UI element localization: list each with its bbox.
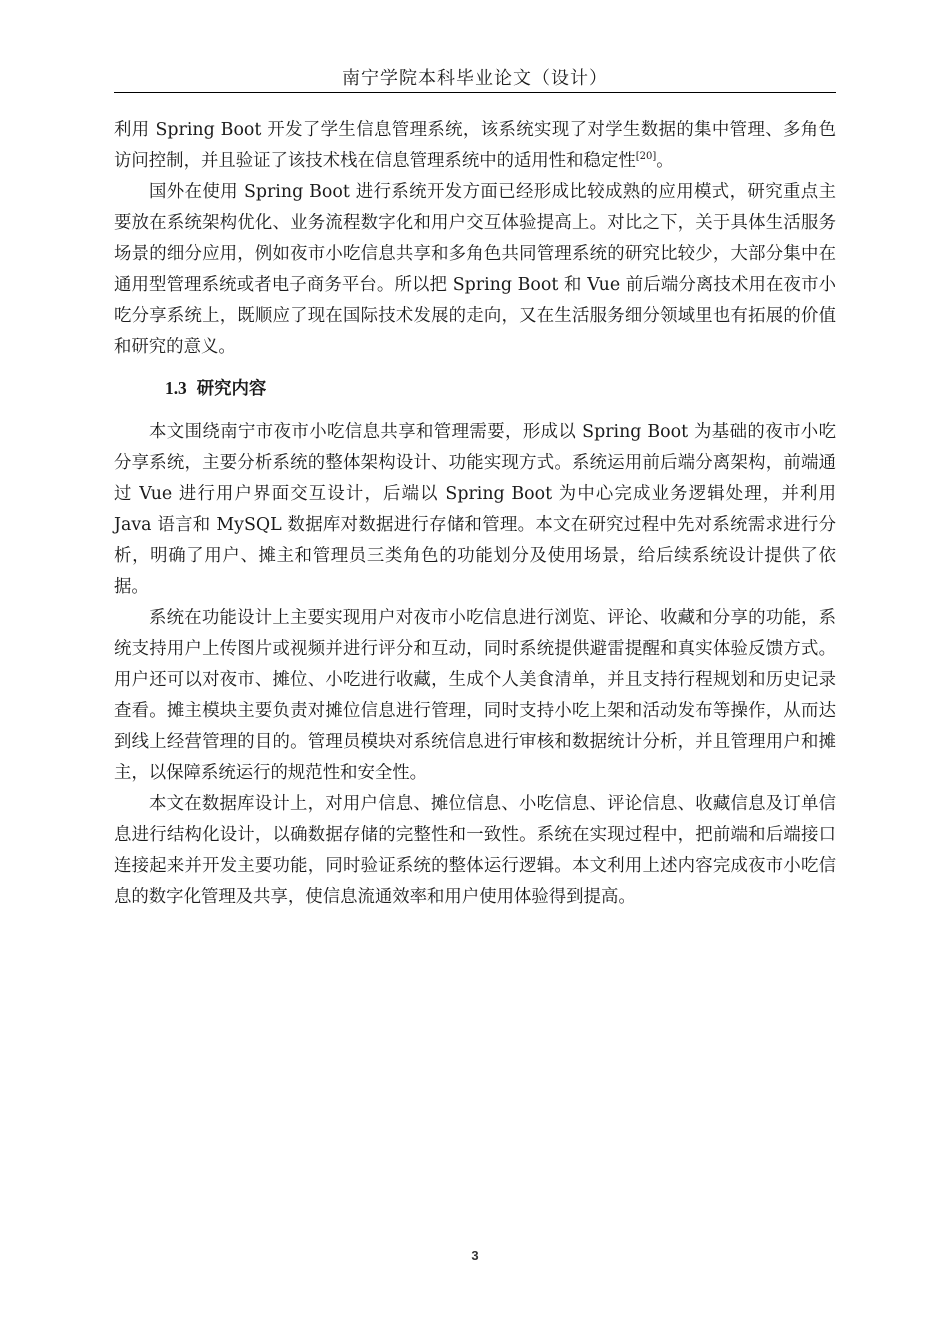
- header-title: 南宁学院本科毕业论文（设计）: [342, 68, 608, 89]
- paragraph: 本文在数据库设计上，对用户信息、摊位信息、小吃信息、评论信息、收藏信息及订单信息进行结构化设计，以确数据存储的完整性和一致性。系统在实现过程中，把前端和后端接口连接起来并开发主要功能，同时验证系统的整体运行逻辑。本文利用上述内容完成夜市小吃信息的数字化管理及共享，使信息流通效率和用户使用体验得到提高。: [114, 794, 836, 907]
- paragraph-tail: 。: [656, 151, 674, 171]
- paragraph: 本文围绕南宁市夜市小吃信息共享和管理需要，形成以 Spring Boot 为基础的夜市小吃分享系统，主要分析系统的整体架构设计、功能实现方式。系统运用前后端分离架构，前端通过 Vue 进行用户界面交互设计，后端以 Spring Boot 为中心完成业务逻辑处理，并利用 Java 语言和 MySQL 数据库对数据进行存储和管理。本文在研究过程中先对系统需求进行分析，明确了用户、摊主和管理员三类角色的功能划分及使用场景，给后续系统设计提供了依据。: [114, 422, 836, 597]
- paragraph-continued: [114, 115, 836, 177]
- section-number: 1.3: [165, 378, 187, 398]
- page-number: 3: [471, 1248, 479, 1263]
- citation-ref[interactable]: [20]: [635, 151, 657, 162]
- paragraph-text: 利用 Spring Boot 开发了学生信息管理系统，该系统实现了对学生数据的集中管理、多角色访问控制，并且验证了该技术栈在信息管理系统中的适用性和稳定性: [114, 120, 836, 171]
- document-body: [114, 115, 836, 913]
- section-title: 研究内容: [196, 378, 267, 398]
- paragraph: 系统在功能设计上主要实现用户对夜市小吃信息进行浏览、评论、收藏和分享的功能，系统支持用户上传图片或视频并进行评分和互动，同时系统提供避雷提醒和真实体验反馈方式。用户还可以对夜市、摊位、小吃进行收藏，生成个人美食清单，并且支持行程规划和历史记录查看。摊主模块主要负责对摊位信息进行管理，同时支持小吃上架和活动发布等操作，从而达到线上经营管理的目的。管理员模块对系统信息进行审核和数据统计分析，并且管理用户和摊主，以保障系统运行的规范性和安全性。: [114, 608, 836, 783]
- section-heading: [114, 373, 836, 404]
- page-header: [114, 66, 836, 93]
- paragraph: 国外在使用 Spring Boot 进行系统开发方面已经形成比较成熟的应用模式，研究重点主要放在系统架构优化、业务流程数字化和用户交互体验提高上。对比之下，关于具体生活服务场景的细分应用，例如夜市小吃信息共享和多角色共同管理系统的研究比较少，大部分集中在通用型管理系统或者电子商务平台。所以把 Spring Boot 和 Vue 前后端分离技术用在夜市小吃分享系统上，既顺应了现在国际技术发展的走向，又在生活服务细分领域里也有拓展的价值和研究的意义。: [114, 182, 836, 357]
